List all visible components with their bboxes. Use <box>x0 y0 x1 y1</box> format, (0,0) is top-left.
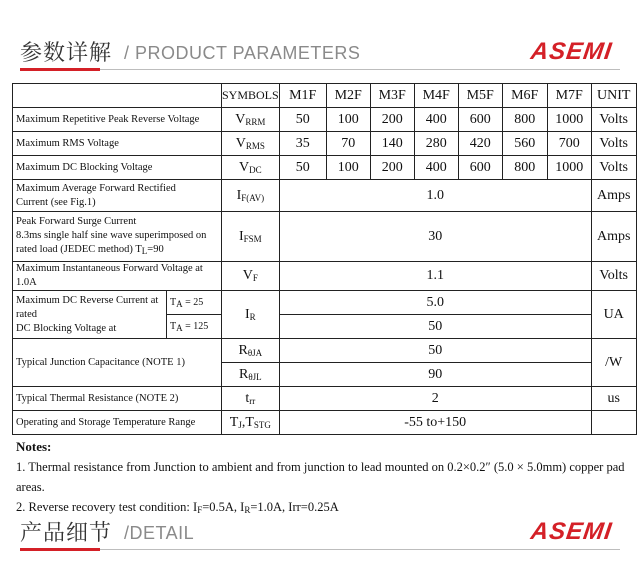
table-header-row <box>13 84 637 108</box>
header-model: M6F <box>502 84 547 108</box>
cell-value: -55 to+150 <box>279 411 591 435</box>
notes-section <box>16 437 640 520</box>
table-row <box>13 339 637 363</box>
cell-value: 1000 <box>547 108 591 132</box>
cell-unit <box>591 411 636 435</box>
row-symbol: $I_{FSM}$ <box>222 212 280 262</box>
cell-unit: UA <box>591 291 636 339</box>
table-row <box>13 212 637 262</box>
cell-unit: Volts <box>591 262 636 291</box>
row-label: Maximum Repetitive Peak Reverse Voltage <box>13 108 222 132</box>
cell-unit: Volts <box>591 156 636 180</box>
notes-title: Notes: <box>16 439 52 454</box>
row-symbol: $V_{RRM}$ <box>222 108 280 132</box>
cell-value: 280 <box>414 132 458 156</box>
header-model: M1F <box>279 84 326 108</box>
table-row <box>13 132 637 156</box>
note-2: 2. Reverse recovery test condition: $I_F=0.5A$, $I_R=1.0A$, Irr=0.25A <box>16 500 339 515</box>
table-row <box>13 180 637 212</box>
asemi-logo: ASEMI <box>529 38 614 65</box>
table-row <box>13 291 637 315</box>
cell-value: 800 <box>502 108 547 132</box>
row-symbol: $V_{RMS}$ <box>222 132 280 156</box>
table-row <box>13 156 637 180</box>
cell-value: 800 <box>502 156 547 180</box>
cell-unit: Volts <box>591 132 636 156</box>
cell-unit: /W <box>591 339 636 387</box>
cell-unit: Amps <box>591 180 636 212</box>
cell-value: 560 <box>502 132 547 156</box>
section-title-cn: 参数详解 <box>20 41 113 66</box>
temp-condition: $T_A = 25$ <box>167 291 222 315</box>
cell-value: 100 <box>326 156 370 180</box>
header-model: M2F <box>326 84 370 108</box>
cell-value: 700 <box>547 132 591 156</box>
cell-value: 90 <box>279 363 591 387</box>
row-label: Peak Forward Surge Current 8.3ms single half sine wave superimposed on rated load (JEDEC method) $T_L=90$ <box>13 212 222 262</box>
cell-value: 200 <box>370 156 414 180</box>
cell-value: 420 <box>458 132 502 156</box>
row-label: Typical Junction Capacitance (NOTE 1) <box>13 339 222 387</box>
row-label: Maximum DC Blocking Voltage <box>13 156 222 180</box>
note-1: 1. Thermal resistance from Junction to ambient and from junction to lead mounted on 0.2×0.2″ (5.0 × 5.0mm) copper pad areas. <box>16 460 625 494</box>
header-model: M5F <box>458 84 502 108</box>
cell-value: 600 <box>458 156 502 180</box>
cell-value: 100 <box>326 108 370 132</box>
row-label: Maximum Average Forward Rectified Current (see Fig.1) <box>13 180 222 212</box>
table-row <box>13 262 637 291</box>
row-label: Maximum Instantaneous Forward Voltage at 1.0A <box>13 262 222 291</box>
row-label: Typical Thermal Resistance (NOTE 2) <box>13 387 222 411</box>
cell-unit: Volts <box>591 108 636 132</box>
section-header-parameters <box>20 36 620 72</box>
row-symbol: $I_{F(AV)}$ <box>222 180 280 212</box>
row-label: Operating and Storage Temperature Range <box>13 411 222 435</box>
cell-value: 50 <box>279 156 326 180</box>
row-symbol: $R_{\theta JA}$ <box>222 339 280 363</box>
cell-value: 1.0 <box>279 180 591 212</box>
row-symbol: $T_J,T_{STG}$ <box>222 411 280 435</box>
table-row <box>13 387 637 411</box>
cell-value: 200 <box>370 108 414 132</box>
cell-unit: Amps <box>591 212 636 262</box>
section-title-en: /DETAIL <box>124 523 195 543</box>
row-symbol: $V_{DC}$ <box>222 156 280 180</box>
cell-value: 50 <box>279 339 591 363</box>
row-symbol: $R_{\theta JL}$ <box>222 363 280 387</box>
parameters-table <box>12 83 637 435</box>
table-row <box>13 411 637 435</box>
header-model: M7F <box>547 84 591 108</box>
cell-value: 2 <box>279 387 591 411</box>
cell-value: 1000 <box>547 156 591 180</box>
row-symbol: $t_{rr}$ <box>222 387 280 411</box>
row-label: Maximum DC Reverse Current at rated DC Blocking Voltage at <box>13 291 167 339</box>
cell-value: 400 <box>414 108 458 132</box>
cell-value: 140 <box>370 132 414 156</box>
row-symbol: $V_F$ <box>222 262 280 291</box>
section-title-en: / PRODUCT PARAMETERS <box>124 43 361 63</box>
cell-value: 50 <box>279 108 326 132</box>
divider-line <box>100 549 620 550</box>
row-label: Maximum RMS Voltage <box>13 132 222 156</box>
divider-line <box>100 69 620 70</box>
temp-condition: $T_A = 125$ <box>167 315 222 339</box>
cell-value: 50 <box>279 315 591 339</box>
cell-value: 400 <box>414 156 458 180</box>
cell-value: 1.1 <box>279 262 591 291</box>
cell-value: 30 <box>279 212 591 262</box>
cell-value: 5.0 <box>279 291 591 315</box>
asemi-logo: ASEMI <box>529 518 614 545</box>
header-symbols: SYMBOLS <box>222 84 280 108</box>
cell-value: 35 <box>279 132 326 156</box>
section-header-detail <box>20 516 620 552</box>
accent-bar <box>20 68 100 71</box>
table-row <box>13 108 637 132</box>
cell-unit: us <box>591 387 636 411</box>
cell-value: 70 <box>326 132 370 156</box>
header-unit: UNIT <box>591 84 636 108</box>
row-symbol: $I_R$ <box>222 291 280 339</box>
accent-bar <box>20 548 100 551</box>
section-title-cn: 产品细节 <box>20 521 113 546</box>
header-model: M4F <box>414 84 458 108</box>
header-model: M3F <box>370 84 414 108</box>
cell-value: 600 <box>458 108 502 132</box>
